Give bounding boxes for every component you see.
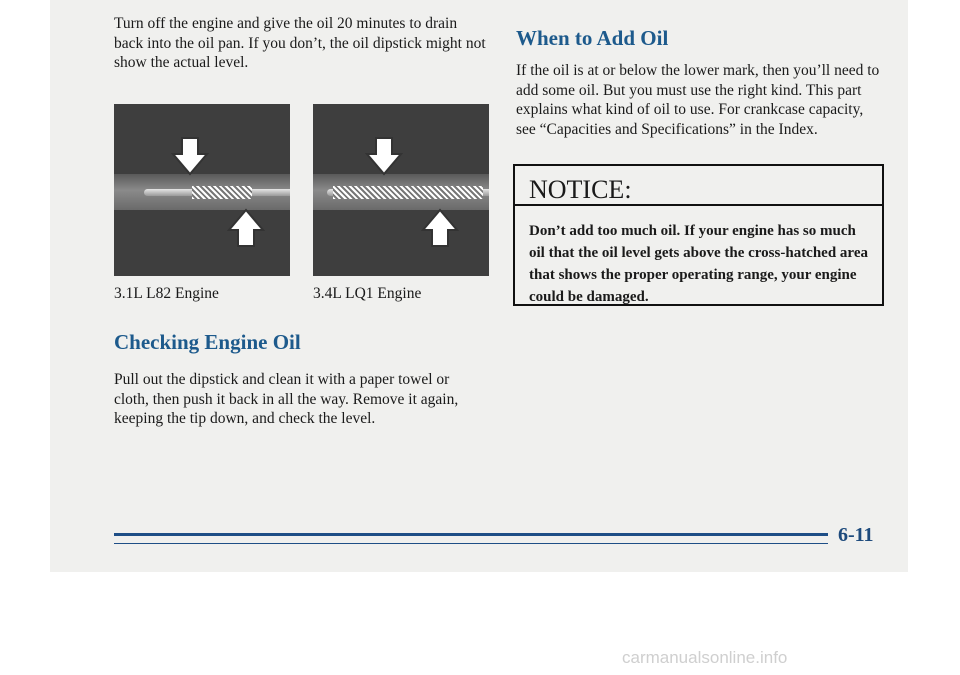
- notice-text: Don’t add too much oil. If your engine has so much oil that the oil level gets above the cross-hatched area that shows the proper operating range, your engine could be damaged.: [529, 223, 868, 305]
- notice-box: [513, 164, 884, 306]
- when-to-add-oil-paragraph: If the oil is at or below the lower mark, then you’ll need to add some oil. But you must use the right kind. This part explains what kind of oil to use. For crankcase capacity, see “Capacities and Specifications” in the Index.: [516, 62, 880, 138]
- when-to-add-oil-heading: When to Add Oil: [516, 26, 669, 50]
- arrow-down-icon: [171, 136, 209, 176]
- figure-caption-l82: 3.1L L82 Engine: [114, 285, 219, 302]
- site-watermark: carmanualsonline.info: [622, 648, 788, 667]
- checking-oil-paragraph: Pull out the dipstick and clean it with a paper towel or cloth, then push it back in all the way. Remove it again, keeping the tip down, and check the level.: [114, 371, 459, 427]
- arrow-up-icon: [421, 208, 459, 248]
- notice-title: NOTICE:: [515, 166, 882, 206]
- arrow-down-icon: [365, 136, 403, 176]
- cross-hatched-area: [192, 186, 252, 199]
- cross-hatched-area: [333, 186, 483, 199]
- figure-caption-lq1: 3.4L LQ1 Engine: [313, 285, 422, 302]
- checking-oil-heading: Checking Engine Oil: [114, 330, 301, 354]
- dipstick-photo-l82: [114, 104, 290, 276]
- footer-rule-thick: [114, 533, 828, 536]
- dipstick-photo-lq1: [313, 104, 489, 276]
- arrow-up-icon: [227, 208, 265, 248]
- footer-rule-thin: [114, 543, 828, 544]
- intro-paragraph: Turn off the engine and give the oil 20 minutes to drain back into the oil pan. If you don’t, the oil dipstick might not show the actual level.: [114, 15, 486, 71]
- page-number: 6-11: [838, 524, 874, 546]
